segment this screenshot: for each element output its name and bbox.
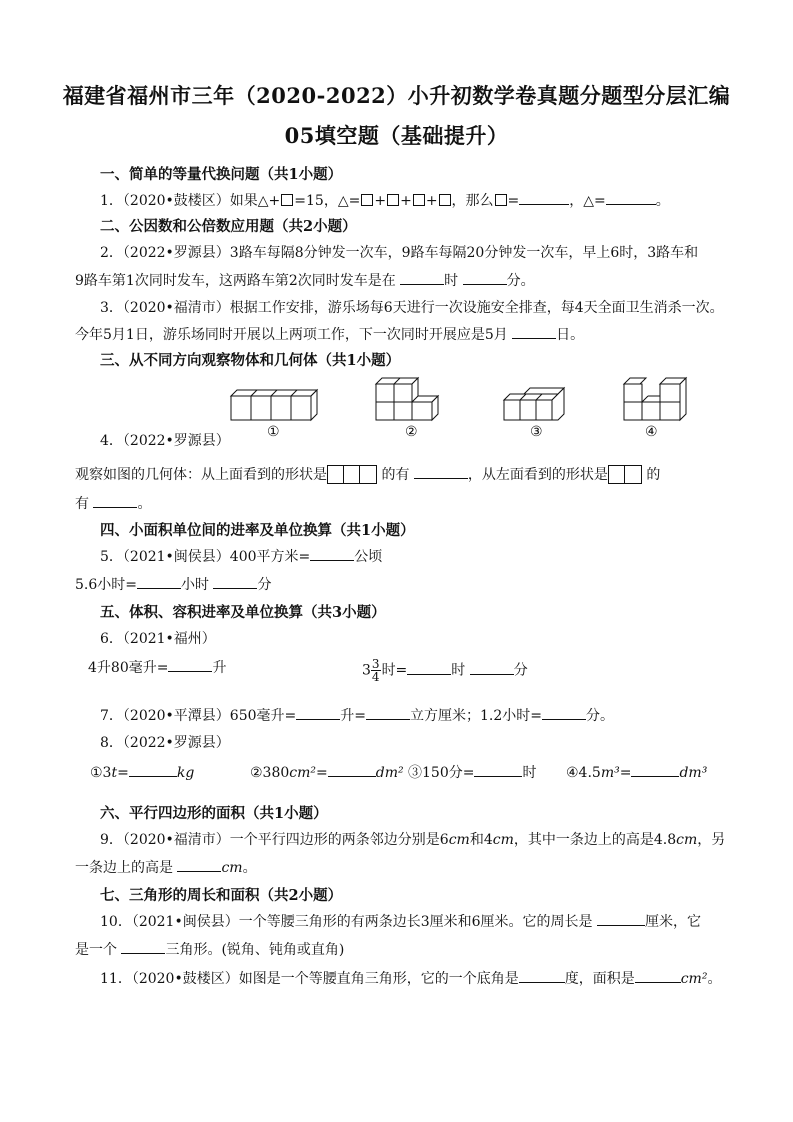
page-subtitle: 05填空题（基础提升） [284, 123, 509, 148]
answer-blank[interactable] [366, 705, 410, 720]
answer-blank[interactable] [519, 968, 565, 983]
square-symbol [387, 194, 399, 206]
section-heading-1: 一、简单的等量代换问题（共1小题） [100, 166, 343, 183]
answer-blank[interactable] [407, 660, 451, 675]
question-8-part-4: ④4.5m³= dm³ [566, 762, 707, 781]
question-3-line-1: 3．（2020•福清市）根据工作安排，游乐场每6天进行一次设施安全排查，每4天全面卫生消杀一次。 [100, 300, 724, 316]
answer-blank[interactable] [542, 705, 586, 720]
question-8-part-3: ③150分= 时 [408, 762, 536, 782]
answer-blank[interactable] [137, 574, 181, 589]
left-view-shape [608, 465, 642, 484]
answer-blank[interactable] [519, 190, 569, 205]
question-1: 1．（2020•鼓楼区）如果△+ =15，△= + + + ，那么 = ，△= 。 [100, 190, 670, 210]
question-8-part-2: ②380cm²= dm² [250, 762, 404, 781]
cube-figure-3 [500, 384, 580, 424]
question-5-line-1: 5．（2021•闽侯县）400平方米= 公顷 [100, 546, 382, 566]
question-10-line-1: 10．（2021•闽侯县）一个等腰三角形的有两条边长3厘米和6厘米。它的周长是 厘米，它 [100, 911, 701, 931]
question-6-part-b: 3 $\frac{3}{4}$ 时= 时 分 [362, 657, 528, 684]
section-heading-6: 六、平行四边形的面积（共1小题） [100, 805, 328, 822]
answer-blank[interactable] [414, 464, 468, 479]
answer-blank[interactable] [474, 762, 522, 777]
section-heading-4: 四、小面积单位间的进率及单位换算（共1小题） [100, 522, 415, 539]
square-symbol [281, 194, 293, 206]
answer-blank[interactable] [310, 546, 354, 561]
answer-blank[interactable] [129, 762, 177, 777]
answer-blank[interactable] [512, 324, 556, 339]
question-2-line-2: 9路车第1次同时发车，这两路车第2次同时发车是在 时 分。 [75, 270, 535, 290]
top-view-shape [327, 465, 377, 484]
question-6-part-a: 4升80毫升= 升 [88, 657, 226, 677]
figure-label-3: ③ [530, 424, 543, 440]
question-9-line-2: 一条边上的高是 cm。 [75, 857, 257, 877]
figure-label-1: ① [267, 424, 280, 440]
answer-blank[interactable] [606, 190, 656, 205]
answer-blank[interactable] [463, 270, 507, 285]
answer-blank[interactable] [93, 493, 137, 508]
question-2-line-1: 2．（2022•罗源县）3路车每隔8分钟发一次车，9路车每隔20分钟发一次车，早上6时，3路车和 [100, 245, 699, 261]
answer-blank[interactable] [296, 705, 340, 720]
figure-label-2: ② [405, 424, 418, 440]
question-11: 11．（2020•鼓楼区）如图是一个等腰直角三角形，它的一个底角是 度，面积是 cm²。 [100, 968, 721, 988]
mixed-fraction: $\frac{3}{4}$ [371, 657, 380, 684]
question-7: 7．（2020•平潭县）650毫升= 升= 立方厘米；1.2小时= 分。 [100, 705, 614, 725]
question-5-line-2: 5.6小时= 小时 分 [75, 574, 271, 594]
answer-blank[interactable] [213, 574, 257, 589]
section-heading-5: 五、体积、容积进率及单位换算（共3小题） [100, 604, 386, 621]
answer-blank[interactable] [400, 270, 444, 285]
answer-blank[interactable] [470, 660, 514, 675]
cube-figure-4 [620, 374, 692, 424]
question-6-head: 6．（2021•福州） [100, 631, 216, 647]
square-symbol [439, 194, 451, 206]
square-symbol [495, 194, 507, 206]
question-4-line-1: 观察如图的几何体：从上面看到的形状是 的有 ，从左面看到的形状是 的 [75, 464, 660, 484]
section-heading-3: 三、从不同方向观察物体和几何体（共1小题） [100, 352, 401, 369]
question-4-line-2: 有 。 [75, 493, 151, 513]
answer-blank[interactable] [177, 857, 221, 872]
answer-blank[interactable] [121, 939, 165, 954]
question-9-line-1: 9．（2020•福清市）一个平行四边形的两条邻边分别是6cm和4cm，其中一条边上的高是4.8cm，另 [100, 832, 726, 848]
question-8-part-1: ①3t= kg [90, 762, 194, 781]
figure-label-4: ④ [645, 424, 658, 440]
answer-blank[interactable] [631, 762, 679, 777]
question-3-line-2: 今年5月1日，游乐场同时开展以上两项工作，下一次同时开展应是5月 日。 [75, 324, 584, 344]
cube-figure-1 [225, 384, 325, 424]
answer-blank[interactable] [635, 968, 681, 983]
question-10-line-2: 是一个 三角形。(锐角、钝角或直角) [75, 939, 344, 959]
section-heading-2: 二、公因数和公倍数应用题（共2小题） [100, 218, 357, 235]
cube-figure-2 [372, 374, 442, 424]
question-8-head: 8．（2022•罗源县） [100, 735, 230, 751]
page-title: 福建省福州市三年（2020-2022）小升初数学卷真题分题型分层汇编 [62, 83, 731, 108]
section-heading-7: 七、三角形的周长和面积（共2小题） [100, 887, 343, 904]
question-4-head: 4．（2022•罗源县） [100, 433, 230, 449]
answer-blank[interactable] [168, 657, 212, 672]
answer-blank[interactable] [597, 911, 645, 926]
square-symbol [361, 194, 373, 206]
square-symbol [413, 194, 425, 206]
answer-blank[interactable] [328, 762, 376, 777]
